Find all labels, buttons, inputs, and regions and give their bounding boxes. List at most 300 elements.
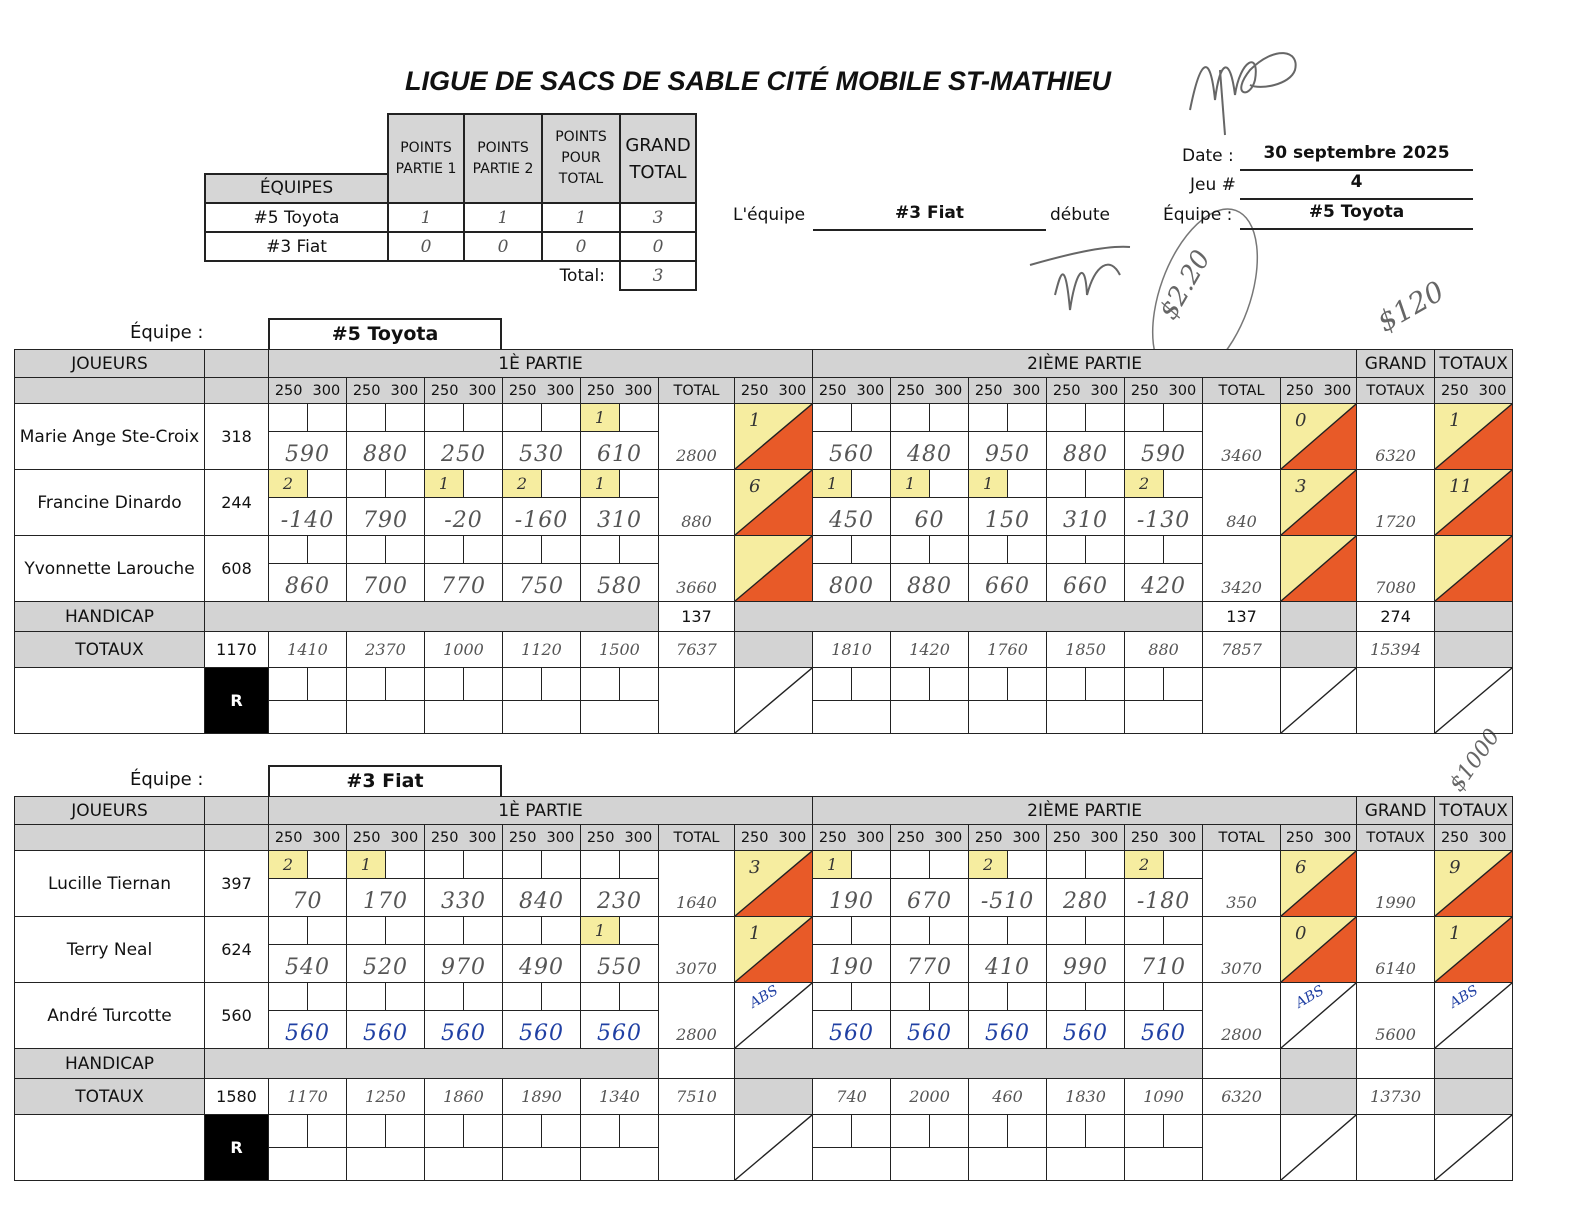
points-diagonal-cell	[1281, 404, 1357, 470]
points-box-250	[813, 983, 852, 1011]
points-box-250	[1125, 404, 1164, 432]
points-box-250	[581, 536, 620, 564]
label-250: 250	[896, 829, 925, 846]
score-cell	[891, 851, 969, 917]
diagonal-mark	[735, 536, 812, 601]
subheader-250-300	[503, 378, 581, 404]
subheader-250-300	[1281, 378, 1357, 404]
points-box-300	[464, 983, 502, 1011]
header-points-partie-2: POINTS PARTIE 2	[464, 114, 542, 203]
points-diagonal-cell	[1281, 917, 1357, 983]
points-box-300	[1086, 983, 1124, 1011]
label-300: 300	[856, 382, 885, 399]
r-cell	[425, 668, 503, 734]
score-cell	[425, 536, 503, 602]
points-box-250	[269, 404, 308, 432]
points-box-300	[308, 404, 346, 432]
label-300: 300	[312, 382, 341, 399]
label-250: 250	[740, 829, 769, 846]
diagonal-mark	[1435, 536, 1512, 601]
player-handicap: 318	[205, 404, 269, 470]
score-cell	[581, 470, 659, 536]
r-grand	[1357, 1115, 1435, 1181]
r-subcell	[969, 668, 1008, 701]
partie-1-total: 1640	[659, 851, 735, 917]
player-name: Francine Dinardo	[15, 470, 205, 536]
points-box-300	[930, 470, 968, 498]
totaux-value: 1250	[347, 1079, 425, 1115]
points-box-250	[969, 536, 1008, 564]
score-value: 170	[363, 889, 408, 914]
r-subcell	[1008, 668, 1046, 701]
diagonal-mark	[735, 1115, 812, 1180]
score-cell	[581, 917, 659, 983]
r-subcell	[1008, 1115, 1046, 1148]
r-label: R	[205, 1115, 269, 1181]
subheader-totaux: TOTAUX	[1357, 825, 1435, 851]
points-value: ABS	[1293, 982, 1328, 1012]
totaux-value: 1810	[813, 632, 891, 668]
label-300: 300	[546, 829, 575, 846]
header-totaux: TOTAUX	[1435, 797, 1513, 825]
points-box-250	[425, 404, 464, 432]
equipe-name-box: #5 Toyota	[268, 318, 502, 349]
points-box-250: 1	[813, 851, 852, 879]
points-box-300	[852, 851, 890, 879]
points-diagonal-cell	[735, 470, 813, 536]
points-diagonal-cell	[1281, 470, 1357, 536]
partie-2-total: 3070	[1203, 917, 1281, 983]
subheader-250-300	[891, 825, 969, 851]
r-cell	[969, 668, 1047, 734]
subheader-250-300	[1435, 378, 1513, 404]
score-value: 480	[907, 442, 953, 467]
diagonal-mark	[1281, 536, 1356, 601]
label-300: 300	[1012, 829, 1041, 846]
points-box-300	[852, 917, 890, 945]
points-box-300	[1008, 983, 1046, 1011]
points-value: ABS	[747, 982, 781, 1012]
score-cell	[269, 851, 347, 917]
score-value: 560	[285, 1021, 330, 1046]
points-box-300	[308, 983, 346, 1011]
points-box-300	[308, 917, 346, 945]
points-box-250: 2	[503, 470, 542, 498]
grand-total: 6140	[1357, 917, 1435, 983]
score-cell	[1047, 470, 1125, 536]
totaux-blank	[1435, 632, 1513, 668]
totaux-partie-2: 7857	[1203, 632, 1281, 668]
grand-total: 1720	[1357, 470, 1435, 536]
points-diagonal-cell	[1435, 404, 1513, 470]
points-diagonal-cell	[1435, 668, 1513, 734]
label-250: 250	[274, 382, 303, 399]
r-subcell	[542, 1115, 580, 1148]
score-table	[14, 796, 1513, 1181]
diagonal-mark	[735, 668, 812, 733]
diagonal-mark	[1435, 470, 1512, 535]
label-250: 250	[818, 382, 847, 399]
score-value: 560	[519, 1021, 564, 1046]
score-cell	[347, 404, 425, 470]
points-box-300	[852, 470, 890, 498]
points-box-300	[542, 536, 580, 564]
points-box-250	[503, 917, 542, 945]
points-diagonal-cell	[735, 983, 813, 1049]
subheader-blank	[205, 378, 269, 404]
points-diagonal-cell	[1281, 668, 1357, 734]
points-diagonal-cell	[1435, 917, 1513, 983]
score-cell	[813, 404, 891, 470]
handicap-label: HANDICAP	[15, 602, 205, 632]
score-value: 660	[1063, 574, 1109, 599]
points-box-250	[1125, 536, 1164, 564]
points-box-300	[386, 851, 424, 879]
subheader-250-300	[425, 378, 503, 404]
points-value: 3	[1295, 476, 1307, 497]
totaux-value: 2370	[347, 632, 425, 668]
points-box-250	[503, 404, 542, 432]
label-250: 250	[352, 829, 381, 846]
totaux-grand: 13730	[1357, 1079, 1435, 1115]
points-box-300	[1086, 917, 1124, 945]
points-box-250: 2	[969, 851, 1008, 879]
diagonal-mark	[1281, 668, 1356, 733]
label-250: 250	[430, 829, 459, 846]
points-box-300	[930, 917, 968, 945]
points-diagonal-cell	[1435, 983, 1513, 1049]
score-cell	[969, 851, 1047, 917]
player-handicap: 624	[205, 917, 269, 983]
score-cell	[347, 917, 425, 983]
jeu-label: Jeu #	[1190, 175, 1236, 195]
totaux-partie-2: 6320	[1203, 1079, 1281, 1115]
label-300: 300	[468, 829, 497, 846]
debute-label: débute	[1050, 205, 1110, 225]
handicap-label: HANDICAP	[15, 1049, 205, 1079]
lequipe-label: L'équipe	[733, 205, 806, 225]
score-cell	[1125, 983, 1203, 1049]
label-250: 250	[508, 829, 537, 846]
date-label: Date :	[1182, 146, 1234, 166]
points-box-250	[1047, 917, 1086, 945]
handicap-blank	[1281, 602, 1357, 632]
handicap-partie-2: 137	[1203, 602, 1281, 632]
score-cell	[503, 983, 581, 1049]
score-cell	[1047, 851, 1125, 917]
header-blank	[205, 797, 269, 825]
points-box-300	[1164, 917, 1202, 945]
score-value: 700	[363, 574, 408, 599]
label-250: 250	[896, 382, 925, 399]
summary-total-label: Total:	[559, 266, 605, 286]
player-handicap: 397	[205, 851, 269, 917]
score-value: 280	[1063, 889, 1109, 914]
partie-2-total: 3460	[1203, 404, 1281, 470]
r-subcell	[930, 668, 968, 701]
player-name: Lucille Tiernan	[15, 851, 205, 917]
score-cell	[269, 470, 347, 536]
points-box-300	[386, 917, 424, 945]
score-cell	[503, 917, 581, 983]
totaux-label: TOTAUX	[15, 1079, 205, 1115]
points-box-250: 2	[1125, 851, 1164, 879]
subheader-250-300	[581, 825, 659, 851]
points-box-250	[425, 983, 464, 1011]
summary-total-value: 3	[620, 261, 696, 290]
handicap-partie-1	[659, 1049, 735, 1079]
r-total	[659, 668, 735, 734]
subheader-250-300	[1125, 825, 1203, 851]
r-subcell	[1164, 1115, 1202, 1148]
r-total	[1203, 1115, 1281, 1181]
score-cell	[1047, 404, 1125, 470]
header-partie-1: 1È PARTIE	[269, 350, 813, 378]
label-250: 250	[1285, 382, 1314, 399]
points-box-300	[1164, 536, 1202, 564]
summary-ppt: 0	[542, 232, 620, 261]
points-box-300	[1008, 404, 1046, 432]
summary-team-name: #3 Fiat	[205, 232, 388, 261]
totaux-grand: 15394	[1357, 632, 1435, 668]
points-box-250	[891, 536, 930, 564]
header-grand-total: GRAND TOTAL	[620, 114, 696, 203]
equipe-label: Équipe :	[130, 769, 204, 790]
totaux-value: 880	[1125, 632, 1203, 668]
date-value: 30 septembre 2025	[1240, 143, 1473, 171]
totaux-value: 1000	[425, 632, 503, 668]
totaux-label: TOTAUX	[15, 632, 205, 668]
handicap-blank	[205, 1049, 659, 1079]
diagonal-mark	[1281, 851, 1356, 916]
label-250: 250	[1285, 829, 1314, 846]
r-cell	[347, 668, 425, 734]
score-value: 880	[363, 442, 408, 467]
totaux-value: 1420	[891, 632, 969, 668]
subheader-250-300	[813, 825, 891, 851]
score-value: 410	[985, 955, 1031, 980]
totaux-blank	[735, 632, 813, 668]
score-cell	[503, 536, 581, 602]
team-handicap-total: 1170	[205, 632, 269, 668]
equipe-label: Équipe :	[130, 322, 204, 343]
score-value: 560	[597, 1021, 642, 1046]
points-box-250: 1	[969, 470, 1008, 498]
points-diagonal-cell	[735, 536, 813, 602]
label-300: 300	[1012, 382, 1041, 399]
totaux-blank	[1281, 1079, 1357, 1115]
points-box-250: 1	[425, 470, 464, 498]
r-subcell	[620, 668, 658, 701]
r-subcell	[1125, 1115, 1164, 1148]
score-cell	[347, 536, 425, 602]
points-diagonal-cell	[1435, 1115, 1513, 1181]
score-cell	[891, 404, 969, 470]
partie-1-total: 2800	[659, 404, 735, 470]
subheader-totaux: TOTAUX	[1357, 378, 1435, 404]
points-box-300	[620, 404, 658, 432]
points-box-300	[930, 404, 968, 432]
partie-1-total: 880	[659, 470, 735, 536]
score-value: 560	[1063, 1021, 1109, 1046]
score-value: 840	[519, 889, 564, 914]
subheader-blank	[205, 825, 269, 851]
totaux-blank	[735, 1079, 813, 1115]
r-subcell	[308, 1115, 346, 1148]
partie-1-total: 3660	[659, 536, 735, 602]
points-box-300	[542, 851, 580, 879]
points-box-300	[386, 536, 424, 564]
points-box-250	[813, 404, 852, 432]
score-value: 60	[914, 508, 945, 533]
points-diagonal-cell	[1281, 851, 1357, 917]
label-300: 300	[546, 382, 575, 399]
subheader-250-300	[1047, 378, 1125, 404]
subheader-250-300	[347, 378, 425, 404]
subheader-total: TOTAL	[659, 825, 735, 851]
diagonal-mark	[1435, 404, 1512, 469]
score-cell	[269, 536, 347, 602]
label-300: 300	[1090, 829, 1119, 846]
partie-1-total: 3070	[659, 917, 735, 983]
points-box-250	[503, 983, 542, 1011]
r-subcell	[269, 1115, 308, 1148]
handicap-grand: 274	[1357, 602, 1435, 632]
score-value: 310	[1063, 508, 1109, 533]
points-box-250	[891, 917, 930, 945]
points-box-300	[386, 404, 424, 432]
r-subcell	[891, 1115, 930, 1148]
points-value: 9	[1449, 857, 1461, 878]
points-diagonal-cell	[735, 917, 813, 983]
r-subcell	[386, 668, 424, 701]
label-250: 250	[586, 382, 615, 399]
points-diagonal-cell	[1281, 1115, 1357, 1181]
score-cell	[813, 917, 891, 983]
points-value: 0	[1295, 923, 1307, 944]
score-value: 580	[597, 574, 642, 599]
label-300: 300	[468, 382, 497, 399]
score-value: -140	[280, 508, 335, 533]
points-box-250	[347, 404, 386, 432]
label-300: 300	[312, 829, 341, 846]
partie-2-total: 840	[1203, 470, 1281, 536]
summary-p1: 0	[388, 232, 464, 261]
score-value: 660	[985, 574, 1031, 599]
points-diagonal-cell	[735, 404, 813, 470]
points-box-250	[347, 983, 386, 1011]
header-partie-2: 2IÈME PARTIE	[813, 350, 1357, 378]
label-300: 300	[778, 382, 807, 399]
summary-p2: 1	[464, 203, 542, 232]
score-cell	[813, 983, 891, 1049]
score-cell	[425, 917, 503, 983]
score-cell	[503, 851, 581, 917]
handicap-grand	[1357, 1049, 1435, 1079]
points-box-300	[542, 917, 580, 945]
diagonal-mark	[735, 470, 812, 535]
summary-team-name: #5 Toyota	[205, 203, 388, 232]
points-box-300	[1164, 851, 1202, 879]
r-cell	[1125, 1115, 1203, 1181]
annotation-amount: $2.20	[1153, 245, 1217, 325]
totaux-value: 1860	[425, 1079, 503, 1115]
score-cell	[347, 851, 425, 917]
diagonal-mark	[1281, 470, 1356, 535]
totaux-partie-1: 7637	[659, 632, 735, 668]
points-box-250	[1047, 851, 1086, 879]
points-box-300	[930, 983, 968, 1011]
score-cell	[503, 404, 581, 470]
header-partie-2: 2IÈME PARTIE	[813, 797, 1357, 825]
r-subcell	[1086, 1115, 1124, 1148]
score-value: 560	[907, 1021, 953, 1046]
subheader-250-300	[969, 378, 1047, 404]
summary-table	[204, 113, 697, 291]
score-cell	[269, 983, 347, 1049]
score-cell	[347, 470, 425, 536]
subheader-250-300	[347, 825, 425, 851]
header-points-pour-total: POINTS POUR TOTAL	[542, 114, 620, 203]
label-250: 250	[1130, 382, 1159, 399]
points-box-250	[503, 536, 542, 564]
points-box-250: 1	[581, 404, 620, 432]
points-box-250	[891, 983, 930, 1011]
points-box-250	[347, 917, 386, 945]
subheader-250-300	[969, 825, 1047, 851]
score-cell	[813, 470, 891, 536]
label-300: 300	[1323, 382, 1352, 399]
points-value: ABS	[1447, 982, 1482, 1012]
diagonal-mark	[1435, 917, 1512, 982]
label-250: 250	[430, 382, 459, 399]
points-box-250	[813, 536, 852, 564]
score-value: 250	[441, 442, 486, 467]
score-cell	[425, 851, 503, 917]
r-total	[659, 1115, 735, 1181]
subheader-250-300	[813, 378, 891, 404]
r-subcell	[581, 1115, 620, 1148]
score-value: 540	[285, 955, 330, 980]
score-cell	[581, 983, 659, 1049]
score-cell	[425, 404, 503, 470]
points-value: 0	[1295, 410, 1307, 431]
score-value: 880	[1063, 442, 1109, 467]
points-box-300	[464, 917, 502, 945]
points-value: 6	[1295, 857, 1307, 878]
r-subcell	[1125, 668, 1164, 701]
totaux-partie-1: 7510	[659, 1079, 735, 1115]
subheader-250-300	[1125, 378, 1203, 404]
label-250: 250	[1130, 829, 1159, 846]
points-box-250	[969, 917, 1008, 945]
points-diagonal-cell	[735, 851, 813, 917]
handicap-blank	[1435, 602, 1513, 632]
totaux-value: 1500	[581, 632, 659, 668]
totaux-value: 1340	[581, 1079, 659, 1115]
diagonal-mark	[1435, 1115, 1512, 1180]
points-box-250	[425, 851, 464, 879]
label-300: 300	[934, 829, 963, 846]
totaux-value: 1170	[269, 1079, 347, 1115]
points-box-250	[269, 536, 308, 564]
points-box-250	[425, 917, 464, 945]
points-box-250: 2	[269, 470, 308, 498]
score-value: -510	[980, 889, 1035, 914]
points-box-300	[1164, 983, 1202, 1011]
points-diagonal-cell	[1281, 536, 1357, 602]
score-value: 770	[907, 955, 953, 980]
